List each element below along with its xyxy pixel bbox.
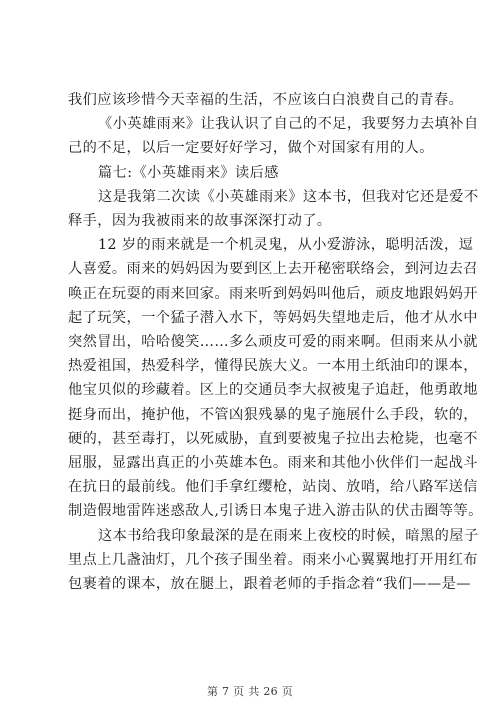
text-line: 在抗日的最前线。他们手拿红缨枪，站岗、放哨，给八路军送信 [68,479,478,496]
text-line: 里点上几盏油灯，几个孩子围坐着。雨来小心翼翼地打开用红布 [68,551,478,568]
text-line: 唤正在玩耍的雨来回家。雨来听到妈妈叫他后，顽皮地跟妈妈开 [68,285,478,302]
text-line: 释手，因为我被雨来的故事深深打动了。 [68,213,332,230]
text-line: 我们应该珍惜今天幸福的生活，不应该白白浪费自己的青春。 [68,92,464,108]
text-line: 硬的，甚至毒打，以死威胁，直到要被鬼子拉出去枪毙，也毫不 [68,430,478,447]
text-line: 12 岁的雨来就是一个机灵鬼，从小爱游泳，聪明活泼，逗 [98,237,474,254]
text-line: 挺身而出，掩护他，不管凶狠残暴的鬼子施展什么手段，软的， [68,406,478,423]
text-line: 起了玩笑，一个猛子潜入水下，等妈妈失望地走后，他才从水中 [68,309,478,326]
page-number-footer: 第 7 页 共 26 页 [206,685,294,698]
body-text [68,88,483,596]
text-line: 突然冒出，哈哈傻笑……多么顽皮可爱的雨来啊。但雨来从小就 [68,334,478,351]
text-line: 制造假地雷阵迷惑敌人,引诱日本鬼子进入游击队的伏击圈等等。 [68,503,483,520]
text-line: 这本书给我印象最深的是在雨来上夜校的时候，暗黑的屋子 [98,527,479,544]
text-line: 屈服，显露出真正的小英雄本色。雨来和其他小伙伴们一起战斗 [68,455,478,472]
text-line: 这是我第二次读《小英雄雨来》这本书，但我对它还是爱不 [98,188,479,205]
text-line: 《小英雄雨来》让我认识了自己的不足，我要努力去填补自 [98,116,479,133]
document-body [68,88,483,596]
text-line: 包裹着的课本，放在腿上，跟着老师的手指念着“我们——是— [68,576,471,593]
text-line: 己的不足，以后一定要好好学习，做个对国家有用的人。 [68,140,434,157]
text-line: 他宝贝似的珍藏着。区上的交通员李大叔被鬼子追赶，他勇敢地 [68,382,478,399]
text-line: 人喜爱。雨来的妈妈因为要到区上去开秘密联络会，到河边去召 [68,261,478,278]
text-line: 热爱祖国，热爱科学，懂得民族大义。一本用土纸油印的课本， [68,358,478,375]
section-heading: 篇七:《小英雄雨来》读后感 [98,164,279,181]
